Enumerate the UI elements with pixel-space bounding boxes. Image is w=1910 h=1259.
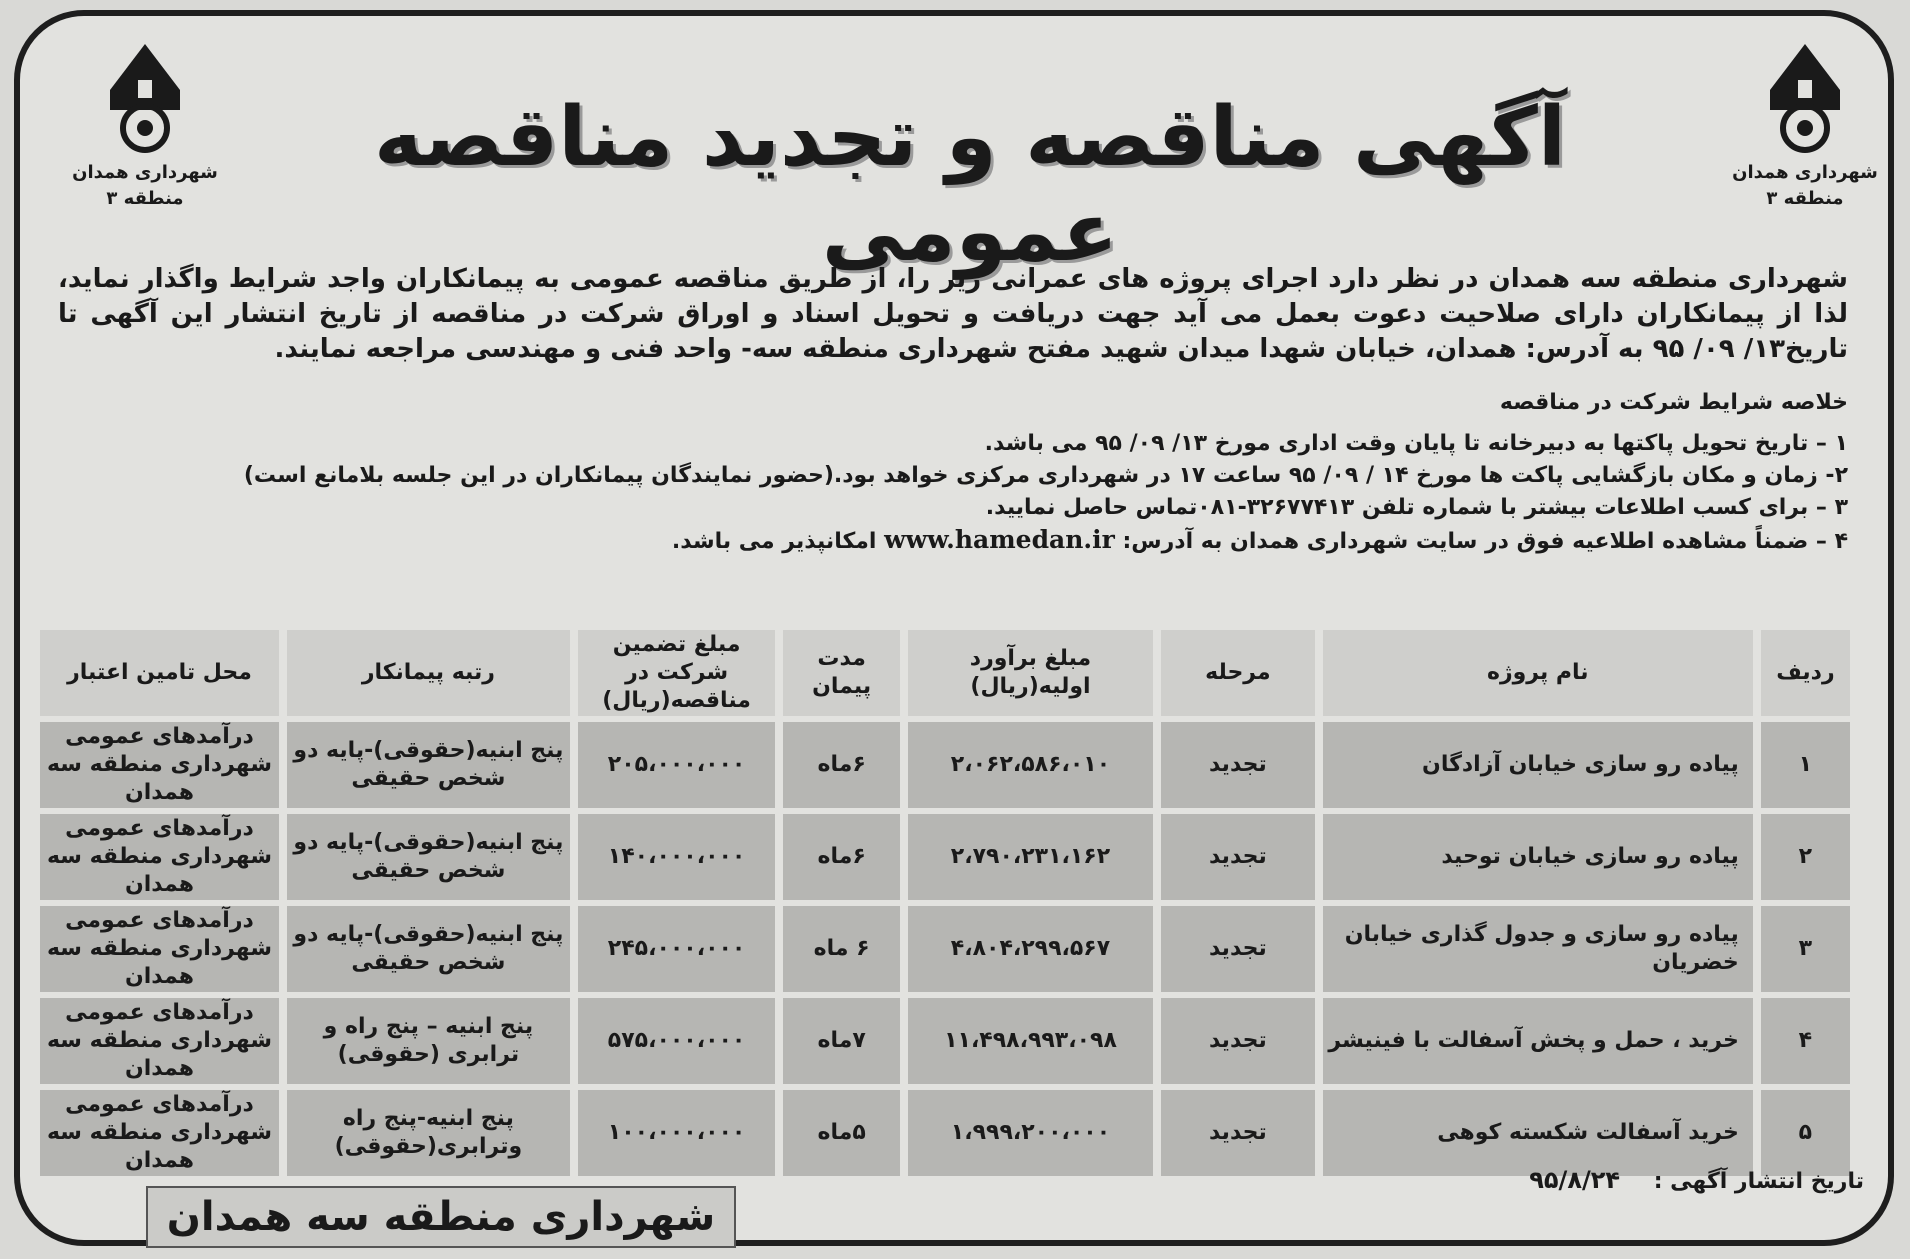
website-link[interactable]: www.hamedan.ir	[884, 525, 1115, 554]
municipality-emblem-icon	[100, 40, 190, 160]
condition-item-3: ۳ – برای کسب اطلاعات بیشتر با شماره تلفن ۳۲۶۷۷۴۱۳-۰۸۱تماس حاصل نمایید.	[985, 495, 1848, 520]
cell-deposit: ۱۰۰،۰۰۰،۰۰۰	[578, 1090, 775, 1176]
cell-funding-source: درآمدهای عمومی شهرداری منطقه سه همدان	[40, 722, 279, 808]
cell-estimate: ۲،۷۹۰،۲۳۱،۱۶۲	[908, 814, 1153, 900]
header-row-no: ردیف	[1761, 630, 1850, 716]
logo-left-line1: شهرداری همدان	[72, 162, 218, 183]
cell-stage: تجدید	[1161, 998, 1315, 1084]
cell-estimate: ۲،۰۶۲،۵۸۶،۰۱۰	[908, 722, 1153, 808]
condition-item-4-pre: ۴ – ضمناً مشاهده اطلاعیه فوق در سایت شهرداری همدان به آدرس:	[1122, 529, 1848, 554]
intro-paragraph: شهرداری منطقه سه همدان در نظر دارد اجرای پروژه های عمرانی زیر را، از طریق مناقصه عمومی به پیمانکاران واجد شرایط واگذار نماید، لذا از پیمانکاران دارای صلاحیت دعوت بعمل می آید جهت دریافت و تحویل اسناد و اوراق شرکت در مناقصه از تاریخ انتشار این آگهی تا تاریخ۱۳/ ۰۹/ ۹۵ به آدرس: همدان، خیابان شهدا میدان شهید مفتح شهرداری منطقه سه- واحد فنی و مهندسی مراجعه نمایند.	[58, 264, 1848, 364]
notice-title: آگهی مناقصه و تجدید مناقصه عمومی	[374, 90, 1566, 280]
publication-date-label: تاریخ انتشار آگهی :	[1653, 1169, 1864, 1194]
header-funding-source: محل تامین اعتبار	[40, 630, 279, 716]
publication-date	[1529, 1166, 1864, 1194]
cell-duration: ۷ماه	[783, 998, 900, 1084]
cell-funding-source: درآمدهای عمومی شهرداری منطقه سه همدان	[40, 998, 279, 1084]
cell-stage: تجدید	[1161, 722, 1315, 808]
cell-stage: تجدید	[1161, 906, 1315, 992]
logo-right-line1: شهرداری همدان	[1732, 162, 1878, 183]
table-header-row	[40, 630, 1850, 716]
cell-project-name: پیاده رو سازی خیابان توحید	[1323, 814, 1753, 900]
header-project-name: نام پروژه	[1323, 630, 1753, 716]
header-estimate: مبلغ برآورد اولیه(ریال)	[908, 630, 1153, 716]
cell-deposit: ۲۰۵،۰۰۰،۰۰۰	[578, 722, 775, 808]
cell-project-name: پیاده رو سازی و جدول گذاری خیابان خضریان	[1323, 906, 1753, 992]
condition-item-1: ۱ – تاریخ تحویل پاکتها به دبیرخانه تا پایان وقت اداری مورخ ۱۳/ ۰۹/ ۹۵ می باشد.	[984, 431, 1848, 456]
cell-duration: ۵ماه	[783, 1090, 900, 1176]
municipality-emblem-icon	[1760, 40, 1850, 160]
cell-duration: ۶ماه	[783, 722, 900, 808]
cell-row-no: ۳	[1761, 906, 1850, 992]
cell-estimate: ۱۱،۴۹۸،۹۹۳،۰۹۸	[908, 998, 1153, 1084]
publication-date-value: ۹۵/۸/۲۴	[1529, 1166, 1621, 1194]
cell-deposit: ۱۴۰،۰۰۰،۰۰۰	[578, 814, 775, 900]
table-row	[40, 906, 1850, 992]
cell-row-no: ۱	[1761, 722, 1850, 808]
cell-funding-source: درآمدهای عمومی شهرداری منطقه سه همدان	[40, 1090, 279, 1176]
header-duration: مدت پیمان	[783, 630, 900, 716]
table-row	[40, 1090, 1850, 1176]
cell-estimate: ۴،۸۰۴،۲۹۹،۵۶۷	[908, 906, 1153, 992]
condition-item-2: ۲- زمان و مکان بازگشایی پاکت ها مورخ ۱۴ / ۰۹/ ۹۵ ساعت ۱۷ در شهرداری مرکزی خواهد بود.(حضور نمایندگان پیمانکاران در این جلسه بلامانع است)	[243, 463, 1848, 488]
cell-project-name: خرید آسفالت شکسته کوهی	[1323, 1090, 1753, 1176]
table-row	[40, 814, 1850, 900]
cell-project-name: خرید ، حمل و پخش آسفالت با فینیشر	[1323, 998, 1753, 1084]
header-deposit: مبلغ تضمین شرکت در مناقصه(ریال)	[578, 630, 775, 716]
cell-row-no: ۲	[1761, 814, 1850, 900]
condition-item-4	[108, 524, 1848, 558]
cell-deposit: ۲۴۵،۰۰۰،۰۰۰	[578, 906, 775, 992]
cell-duration: ۶ ماه	[783, 906, 900, 992]
cell-contractor-rank: پنج ابنیه – پنج راه و ترابری (حقوقی)	[287, 998, 570, 1084]
logo-left-line2: منطقه ۳	[106, 188, 184, 209]
cell-contractor-rank: پنج ابنیه(حقوقی)-پایه دو شخص حقیقی	[287, 814, 570, 900]
cell-row-no: ۵	[1761, 1090, 1850, 1176]
logo-right	[1720, 40, 1890, 212]
cell-funding-source: درآمدهای عمومی شهرداری منطقه سه همدان	[40, 906, 279, 992]
projects-table	[32, 624, 1858, 1182]
cell-project-name: پیاده رو سازی خیابان آزادگان	[1323, 722, 1753, 808]
conditions-heading: خلاصه شرایط شرکت در مناقصه	[1499, 390, 1848, 415]
table-row	[40, 722, 1850, 808]
cell-estimate: ۱،۹۹۹،۲۰۰،۰۰۰	[908, 1090, 1153, 1176]
cell-contractor-rank: پنج ابنیه(حقوقی)-پایه دو شخص حقیقی	[287, 906, 570, 992]
cell-duration: ۶ماه	[783, 814, 900, 900]
cell-stage: تجدید	[1161, 814, 1315, 900]
cell-contractor-rank: پنج ابنیه(حقوقی)-پایه دو شخص حقیقی	[287, 722, 570, 808]
header-stage: مرحله	[1161, 630, 1315, 716]
table-row	[40, 998, 1850, 1084]
cell-stage: تجدید	[1161, 1090, 1315, 1176]
cell-funding-source: درآمدهای عمومی شهرداری منطقه سه همدان	[40, 814, 279, 900]
logo-left	[60, 40, 230, 212]
footer-organization: شهرداری منطقه سه همدان	[146, 1186, 736, 1248]
conditions-list	[108, 428, 1848, 558]
cell-row-no: ۴	[1761, 998, 1850, 1084]
condition-item-4-post: امکانپذیر می باشد.	[671, 529, 877, 554]
cell-contractor-rank: پنج ابنیه-پنج راه وترابری(حقوقی)	[287, 1090, 570, 1176]
header-contractor-rank: رتبه پیمانکار	[287, 630, 570, 716]
cell-deposit: ۵۷۵،۰۰۰،۰۰۰	[578, 998, 775, 1084]
logo-right-line2: منطقه ۳	[1766, 188, 1844, 209]
